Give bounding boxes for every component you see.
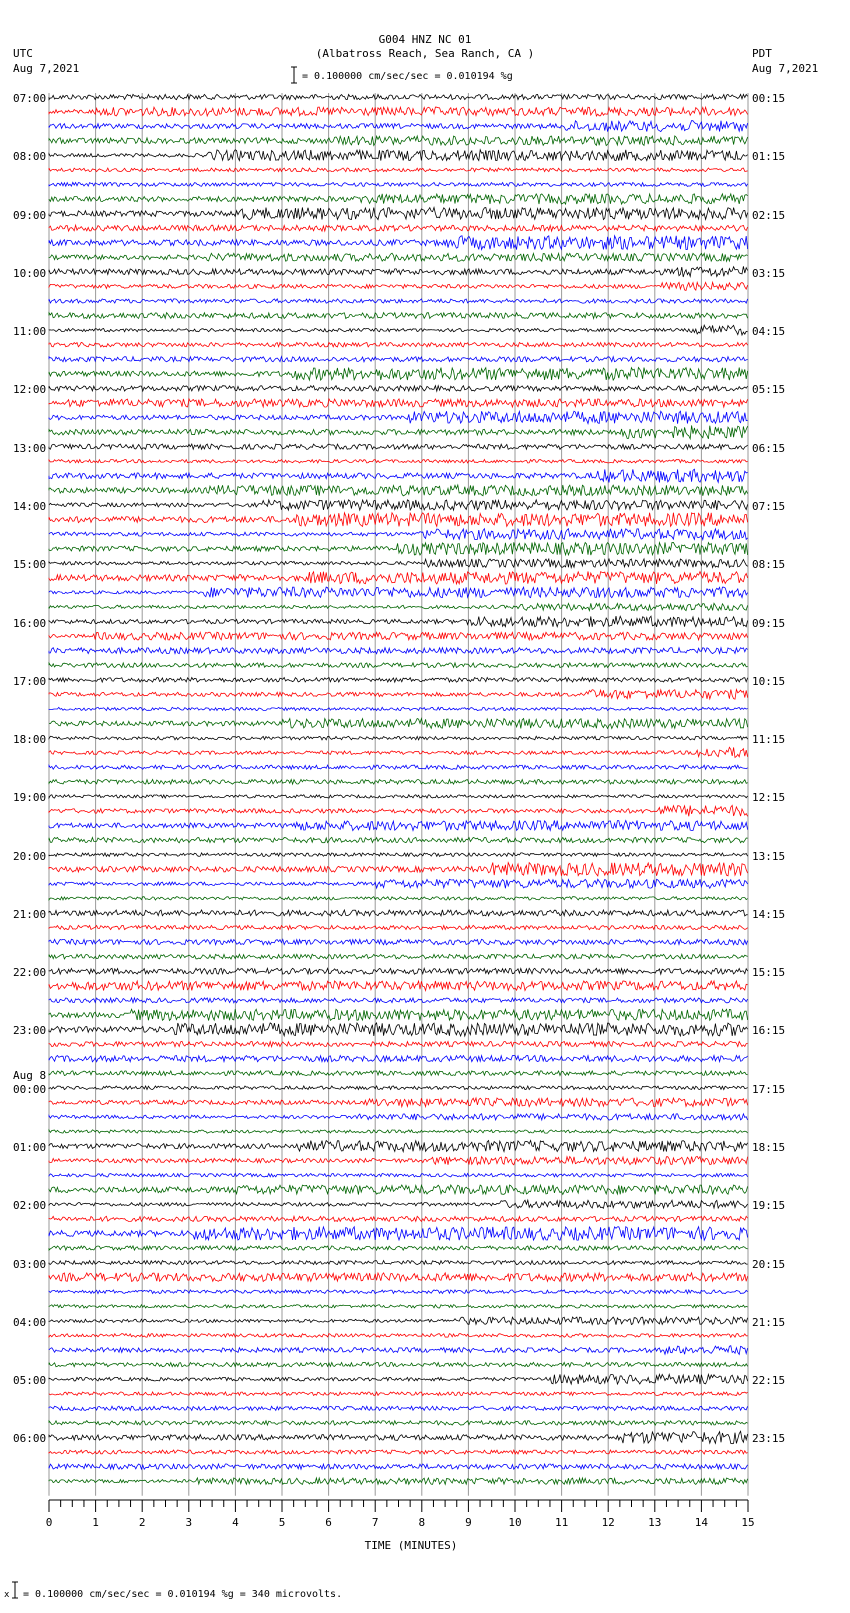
- trace-row-27: [49, 485, 748, 496]
- trace-row-93: [49, 1450, 748, 1454]
- footer-scale-text: = 0.100000 cm/sec/sec = 0.010194 %g = 340 microvolts.: [23, 1589, 343, 1600]
- left-date-change-label: Aug 8: [13, 1068, 47, 1082]
- left-hour-label: 03:00: [13, 1257, 47, 1271]
- trace-row-51: [49, 837, 748, 842]
- trace-row-80: [49, 1261, 748, 1265]
- x-axis: [46, 1500, 755, 1529]
- footer-scale-bar-icon: [10, 1581, 20, 1599]
- trace-row-94: [49, 1464, 748, 1469]
- trace-row-75: [49, 1185, 748, 1195]
- trace-row-28: [49, 500, 748, 510]
- trace-row-14: [49, 299, 748, 303]
- right-hour-label: 10:15: [752, 674, 786, 688]
- trace-row-36: [49, 616, 748, 627]
- trace-row-74: [49, 1174, 748, 1177]
- trace-row-42: [49, 707, 748, 710]
- trace-row-62: [49, 998, 748, 1003]
- trace-row-92: [49, 1431, 748, 1443]
- left-hour-label: 10:00: [13, 266, 47, 280]
- trace-row-39: [49, 663, 748, 668]
- trace-row-67: [49, 1071, 748, 1076]
- right-hour-label: 15:15: [752, 966, 786, 980]
- trace-row-45: [49, 747, 748, 757]
- right-hour-label: 13:15: [752, 849, 786, 863]
- trace-row-6: [49, 182, 748, 186]
- trace-row-34: [49, 587, 748, 598]
- trace-row-35: [49, 603, 748, 610]
- right-hour-label: 02:15: [752, 208, 786, 222]
- trace-row-22: [49, 411, 748, 424]
- right-hour-label: 23:15: [752, 1432, 786, 1446]
- scale-text: = 0.100000 cm/sec/sec = 0.010194 %g: [302, 71, 513, 82]
- trace-row-18: [49, 357, 748, 362]
- x-tick-label-15: 15: [741, 1516, 755, 1529]
- trace-row-86: [49, 1346, 748, 1355]
- trace-row-66: [49, 1055, 748, 1061]
- trace-row-70: [49, 1114, 748, 1120]
- left-hour-label: 01:00: [13, 1141, 47, 1155]
- trace-row-32: [49, 559, 748, 568]
- trace-row-64: [49, 1023, 748, 1036]
- right-hour-label: 06:15: [752, 441, 786, 455]
- x-tick-label-0: 0: [45, 1516, 53, 1529]
- trace-row-54: [49, 879, 748, 888]
- right-hour-label: 01:15: [752, 150, 786, 164]
- x-tick-label-11: 11: [554, 1516, 569, 1529]
- right-hour-label: 21:15: [752, 1315, 786, 1329]
- trace-row-59: [49, 954, 748, 959]
- trace-row-68: [49, 1086, 748, 1090]
- x-tick-label-2: 2: [138, 1516, 146, 1529]
- trace-row-23: [49, 425, 748, 438]
- left-hour-label: 21:00: [13, 907, 47, 921]
- left-hour-label: 09:00: [13, 208, 47, 222]
- trace-row-49: [49, 805, 748, 816]
- trace-row-24: [49, 444, 748, 449]
- trace-row-83: [49, 1305, 748, 1308]
- right-hour-label: 22:15: [752, 1374, 786, 1388]
- trace-row-21: [49, 399, 748, 407]
- trace-row-46: [49, 765, 748, 769]
- trace-row-26: [49, 469, 748, 482]
- trace-row-48: [49, 795, 748, 798]
- trace-row-41: [49, 690, 748, 700]
- trace-row-65: [49, 1041, 748, 1046]
- trace-row-84: [49, 1317, 748, 1325]
- x-tick-label-1: 1: [92, 1516, 99, 1529]
- trace-row-17: [49, 342, 748, 347]
- right-hour-label: 00:15: [752, 92, 786, 105]
- right-hour-label: 11:15: [752, 733, 786, 747]
- x-tick-label-10: 10: [508, 1516, 522, 1529]
- x-tick-label-7: 7: [371, 1516, 379, 1529]
- left-hour-label: 13:00: [13, 441, 47, 455]
- left-hour-label: 17:00: [13, 674, 47, 688]
- traces: [49, 94, 748, 1484]
- x-tick-label-5: 5: [278, 1516, 286, 1529]
- left-hour-label: 07:00: [13, 92, 47, 105]
- right-hour-label: 09:15: [752, 616, 786, 630]
- left-hour-label: 08:00: [13, 150, 47, 164]
- left-hour-label: 14:00: [13, 499, 47, 513]
- trace-row-69: [49, 1098, 748, 1107]
- footer-marker: x: [4, 1590, 10, 1600]
- trace-row-10: [49, 236, 748, 250]
- trace-row-63: [49, 1009, 748, 1020]
- trace-row-89: [49, 1392, 748, 1396]
- left-hour-label: 15:00: [13, 558, 47, 572]
- right-hour-label: 20:15: [752, 1257, 786, 1271]
- trace-row-47: [49, 780, 748, 785]
- right-hour-label: 05:15: [752, 383, 786, 397]
- right-hour-label: 03:15: [752, 266, 786, 280]
- left-hour-label: 00:00: [13, 1082, 47, 1096]
- right-hour-label: 18:15: [752, 1141, 786, 1155]
- right-hour-label: 14:15: [752, 907, 786, 921]
- x-tick-label-12: 12: [601, 1516, 615, 1529]
- left-hour-label: 23:00: [13, 1024, 47, 1038]
- trace-row-60: [49, 968, 748, 974]
- trace-row-52: [49, 853, 748, 857]
- trace-row-5: [49, 168, 748, 172]
- trace-row-87: [49, 1362, 748, 1366]
- trace-row-4: [49, 150, 748, 161]
- trace-row-29: [49, 513, 748, 527]
- right-timezone: PDT: [752, 47, 772, 60]
- trace-row-12: [49, 266, 748, 277]
- left-hour-label: 02:00: [13, 1199, 47, 1213]
- trace-row-44: [49, 736, 748, 740]
- x-tick-label-4: 4: [232, 1516, 239, 1529]
- trace-row-7: [49, 194, 748, 204]
- station-title: G004 HNZ NC 01: [378, 33, 472, 46]
- trace-row-13: [49, 282, 748, 290]
- right-hour-label: 07:15: [752, 499, 786, 513]
- trace-row-73: [49, 1156, 748, 1164]
- left-date: Aug 7,2021: [13, 62, 80, 75]
- left-hour-label: 18:00: [13, 733, 47, 747]
- trace-row-8: [49, 208, 748, 220]
- right-hour-label: 19:15: [752, 1199, 786, 1213]
- trace-row-90: [49, 1406, 748, 1410]
- trace-row-88: [49, 1374, 748, 1384]
- trace-row-1: [49, 107, 748, 116]
- trace-row-25: [49, 460, 748, 464]
- right-hour-label: 16:15: [752, 1024, 786, 1038]
- trace-row-19: [49, 368, 748, 381]
- right-hour-label: 12:15: [752, 791, 786, 805]
- right-hour-label: 04:15: [752, 325, 786, 339]
- left-hour-label: 19:00: [13, 791, 47, 805]
- trace-row-40: [49, 678, 748, 683]
- trace-row-78: [49, 1227, 748, 1241]
- right-hour-label: 08:15: [752, 558, 786, 572]
- trace-row-58: [49, 939, 748, 944]
- trace-row-55: [49, 897, 748, 900]
- trace-row-37: [49, 632, 748, 640]
- trace-row-95: [49, 1478, 748, 1485]
- x-axis-title: TIME (MINUTES): [364, 1539, 458, 1552]
- x-tick-label-6: 6: [325, 1516, 332, 1529]
- trace-row-77: [49, 1216, 748, 1221]
- station-location: (Albatross Reach, Sea Ranch, CA ): [315, 47, 535, 60]
- trace-row-53: [49, 863, 748, 876]
- left-hour-label: 20:00: [13, 849, 47, 863]
- trace-row-85: [49, 1334, 748, 1338]
- right-hour-label: 17:15: [752, 1082, 786, 1096]
- left-hour-label: 05:00: [13, 1374, 47, 1388]
- left-hour-label: 22:00: [13, 966, 47, 980]
- trace-row-38: [49, 648, 748, 654]
- trace-row-9: [49, 225, 748, 231]
- left-hour-label: 04:00: [13, 1315, 47, 1329]
- trace-row-20: [49, 386, 748, 391]
- trace-row-82: [49, 1290, 748, 1294]
- grid: [49, 93, 748, 1496]
- trace-row-57: [49, 925, 748, 929]
- trace-row-61: [49, 981, 748, 991]
- trace-row-30: [49, 529, 748, 540]
- trace-row-81: [49, 1273, 748, 1282]
- trace-row-72: [49, 1141, 748, 1152]
- x-tick-label-9: 9: [465, 1516, 472, 1529]
- trace-row-33: [49, 572, 748, 585]
- trace-row-16: [49, 325, 748, 335]
- left-hour-label: 12:00: [13, 383, 47, 397]
- trace-row-56: [49, 910, 748, 916]
- trace-row-15: [49, 313, 748, 319]
- trace-row-50: [49, 821, 748, 831]
- trace-row-71: [49, 1130, 748, 1133]
- trace-row-0: [49, 94, 748, 99]
- x-tick-label-14: 14: [694, 1516, 709, 1529]
- left-hour-label: 11:00: [13, 325, 47, 339]
- trace-row-79: [49, 1246, 748, 1250]
- left-hour-label: 06:00: [13, 1432, 47, 1446]
- left-hour-label: 16:00: [13, 616, 47, 630]
- x-tick-label-3: 3: [185, 1516, 193, 1529]
- trace-row-3: [49, 136, 748, 146]
- left-timezone: UTC: [13, 47, 33, 60]
- trace-row-11: [49, 253, 748, 261]
- x-tick-label-8: 8: [418, 1516, 426, 1529]
- right-date: Aug 7,2021: [752, 62, 819, 75]
- trace-row-31: [49, 542, 748, 555]
- trace-row-91: [49, 1421, 748, 1425]
- x-tick-label-13: 13: [648, 1516, 662, 1529]
- trace-row-2: [49, 121, 748, 132]
- trace-row-43: [49, 719, 748, 729]
- trace-row-76: [49, 1200, 748, 1208]
